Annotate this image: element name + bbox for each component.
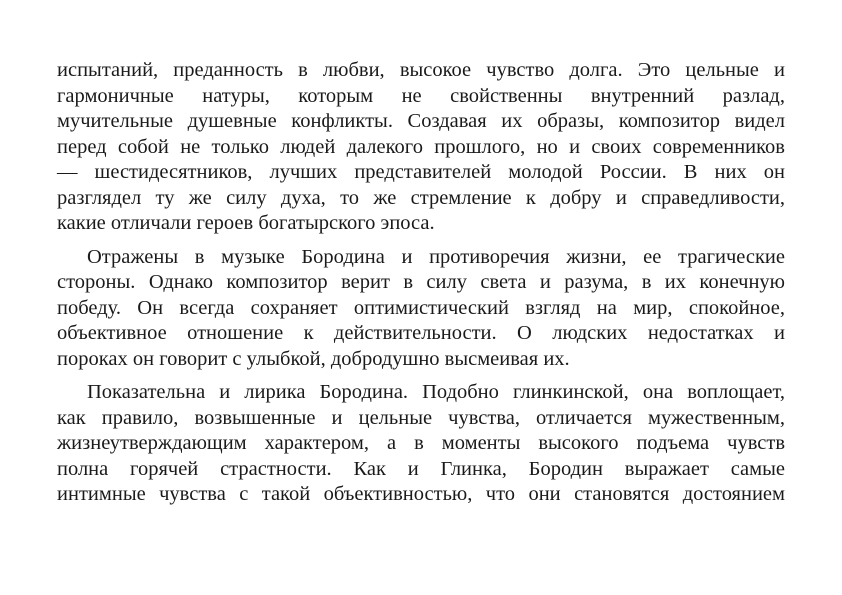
text-line: перед собой не только людей далекого прошлого, но и своих современников <box>57 135 785 158</box>
text-line: интимные чувства с такой объективностью, что они становятся достоянием <box>57 483 785 505</box>
text-line: какие отличали героев богатырского эпоса. <box>57 212 435 234</box>
text-line: победу. Он всегда сохраняет оптимистический взгляд на мир, спокойное, <box>57 296 785 319</box>
text-line: стороны. Однако композитор верит в силу света и разума, в их конечную <box>57 271 785 293</box>
text-line: жизнеутверждающим характером, а в моменты высокого подъема чувств <box>57 432 785 454</box>
document-page <box>57 58 785 508</box>
text-line: испытаний, преданность в любви, высокое чувство долга. Это цельные и <box>57 59 785 81</box>
text-line: — шестидесятников, лучших представителей молодой России. В них он <box>57 161 785 183</box>
text-line: Отражены в музыке Бородина и противоречия жизни, ее трагические <box>87 245 785 268</box>
text-line: пороках он говорит с улыбкой, добродушно высмеивая их. <box>57 347 570 370</box>
paragraph-1 <box>57 58 785 237</box>
text-line: как правило, возвышенные и цельные чувства, отличается мужественным, <box>57 406 785 429</box>
text-line: мучительные душевные конфликты. Создавая их образы, композитор видел <box>57 110 785 132</box>
text-line: разглядел ту же силу духа, то же стремление к добру и справедливости, <box>57 186 785 209</box>
text-line: объективное отношение к действительности. О людских недостатках и <box>57 322 785 344</box>
text-line: Показательна и лирика Бородина. Подобно глинкинской, она воплощает, <box>87 381 785 403</box>
paragraph-3 <box>57 380 785 508</box>
text-line: гармоничные натуры, которым не свойственны внутренний разлад, <box>57 84 785 107</box>
text-line: полна горячей страстности. Как и Глинка, Бородин выражает самые <box>57 457 785 480</box>
paragraph-2 <box>57 245 785 373</box>
